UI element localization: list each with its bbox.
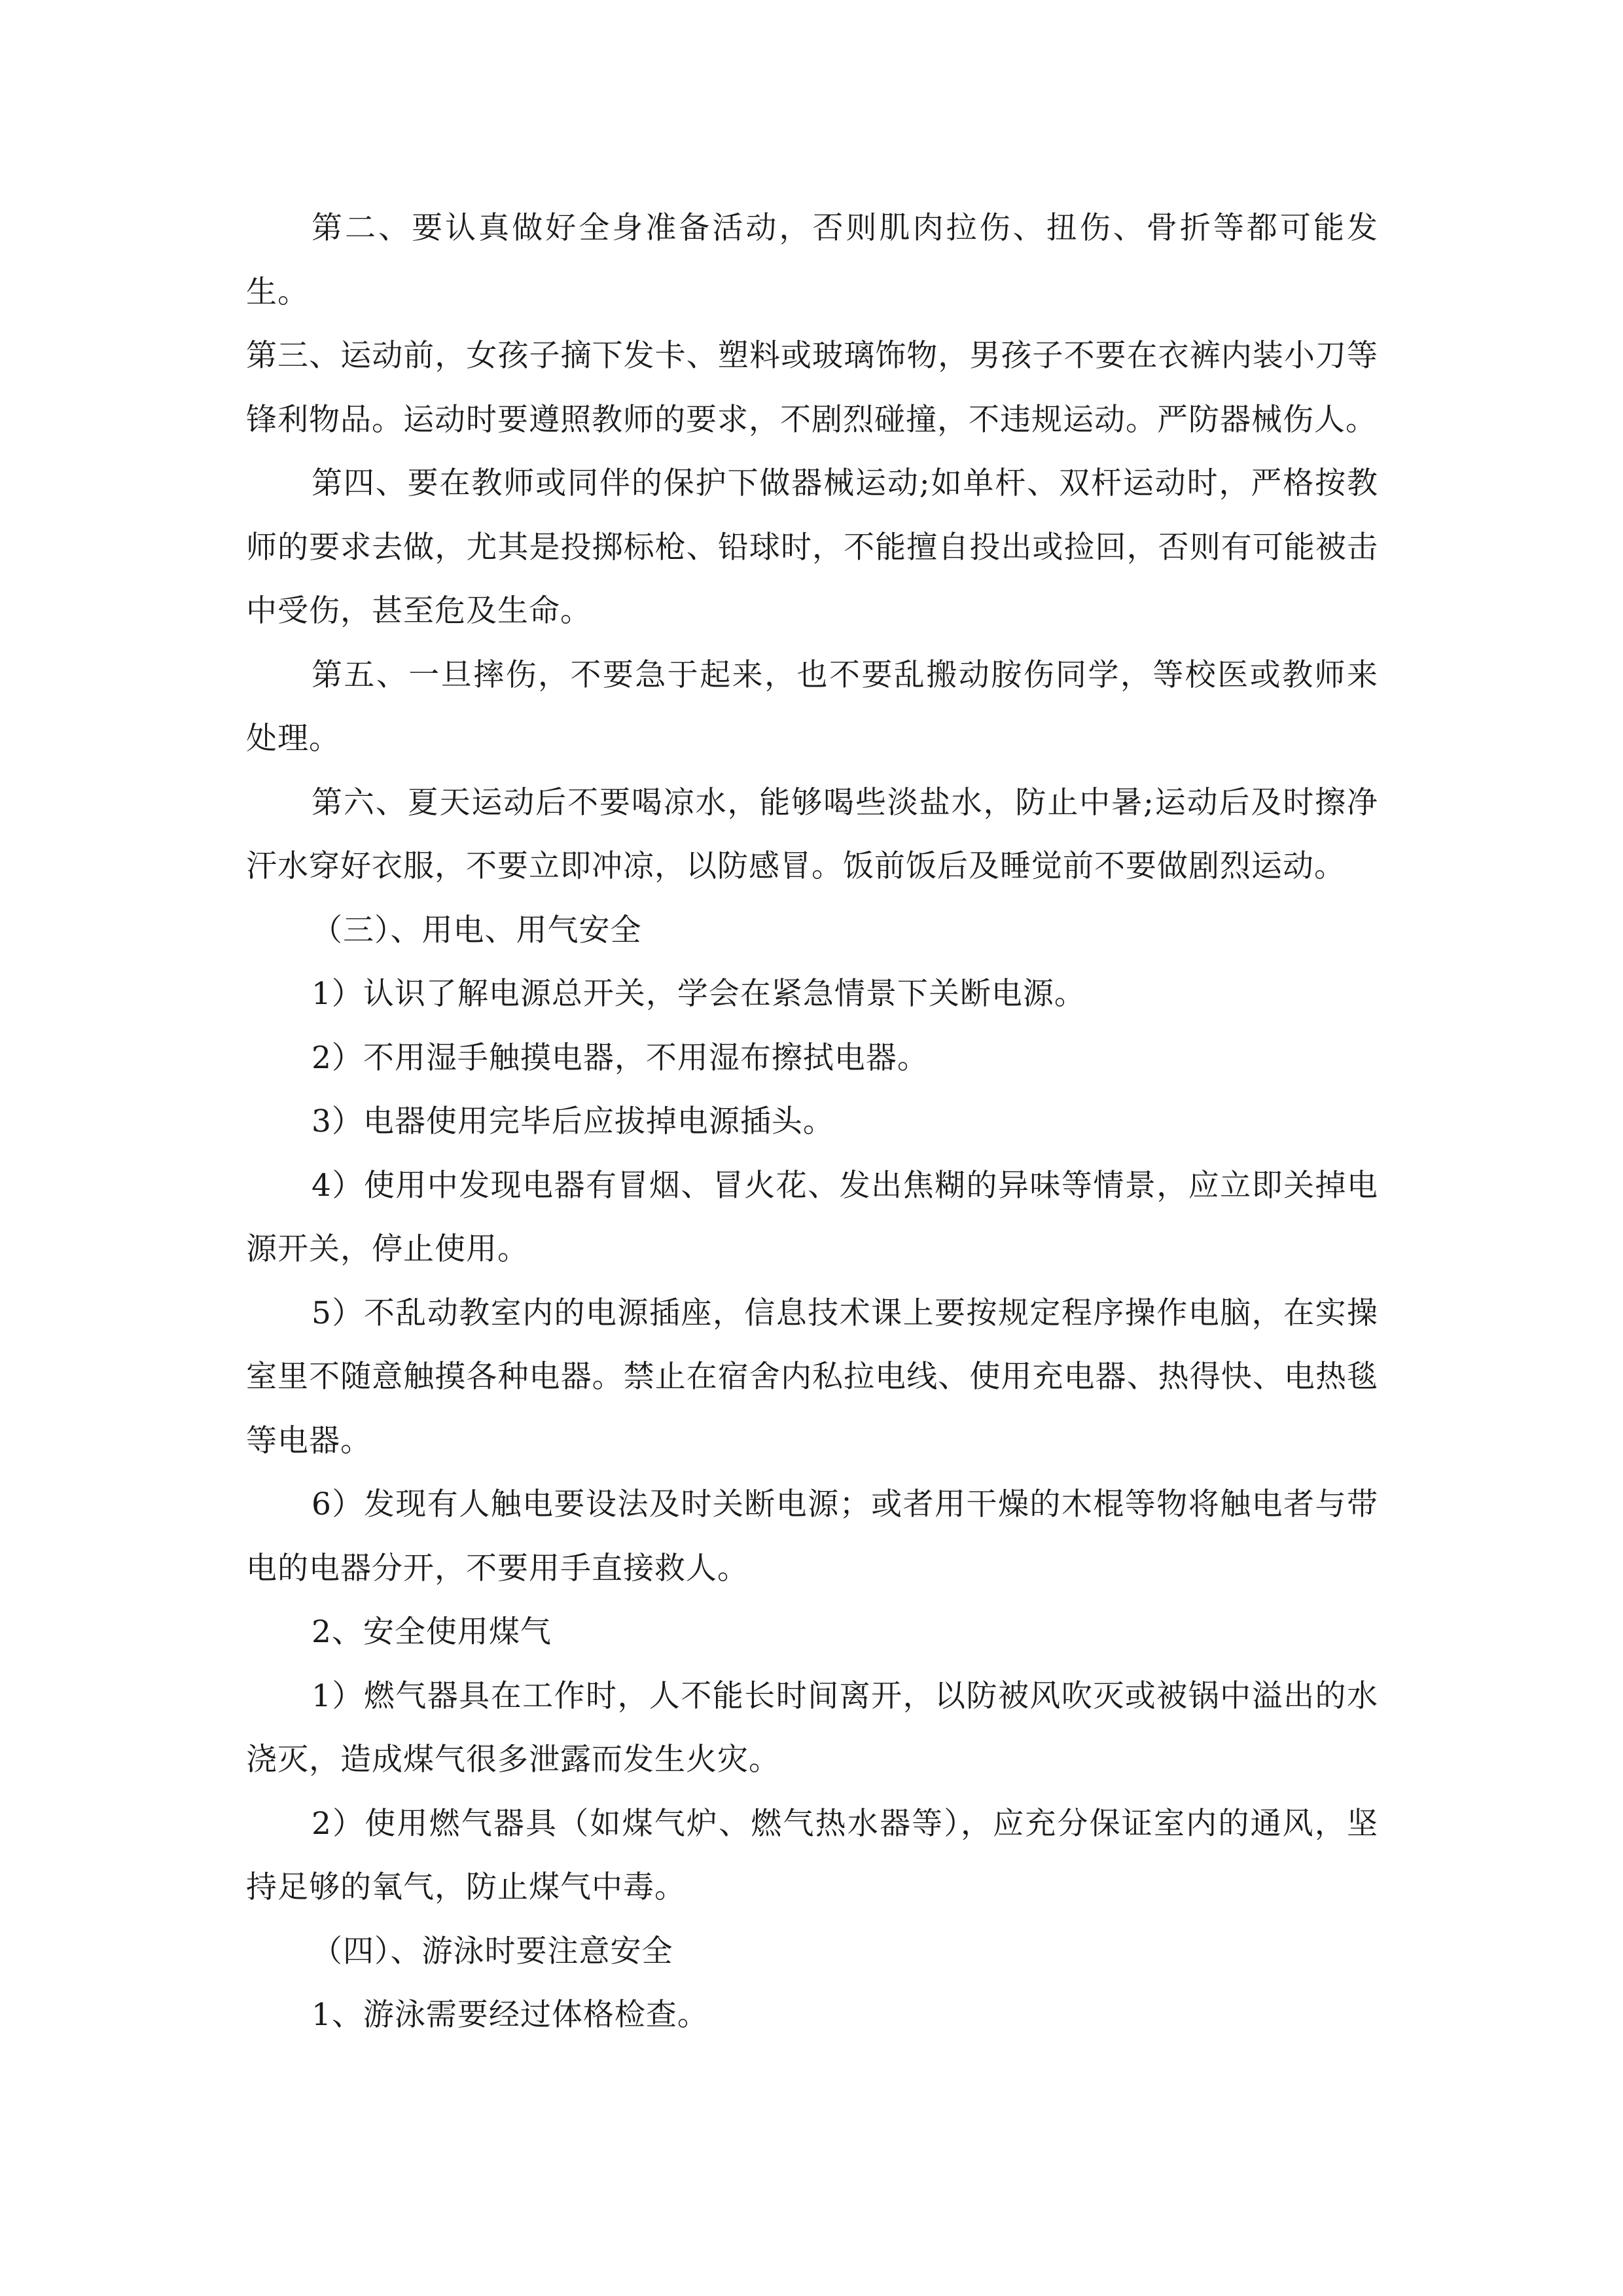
list-item-electric-2: 2）不用湿手触摸电器，不用湿布擦拭电器。 <box>312 1039 929 1076</box>
list-item-swimming-1: 1、游泳需要经过体格检查。 <box>312 1997 709 2033</box>
list-item-gas-1: 1）燃气器具在工作时，人不能长时间离开，以防被风吹灭或被锅中溢出的水浇灭，造成煤气很多泄露而发生火灾。 <box>246 1677 1378 1778</box>
document-body <box>246 196 1378 2047</box>
list-item-electric-6: 6）发现有人触电要设法及时关断电源；或者用干燥的木棍等物将触电者与带电的电器分开，不要用手直接救人。 <box>246 1486 1378 1587</box>
list-item-electric-3: 3）电器使用完毕后应拔掉电源插头。 <box>312 1103 834 1139</box>
section-heading-swimming: （四）、游泳时要注意安全 <box>312 1933 673 1969</box>
paragraph-summer: 第六、夏天运动后不要喝凉水，能够喝些淡盐水，防止中暑;运动后及时擦净汗水穿好衣服，不要立即冲凉，以防感冒。饭前饭后及睡觉前不要做剧烈运动。 <box>246 784 1378 884</box>
subheading-gas-safety: 2、安全使用煤气 <box>312 1614 552 1650</box>
list-item-electric-4: 4）使用中发现电器有冒烟、冒火花、发出焦糊的异味等情景，应立即关掉电源开关，停止使用。 <box>246 1167 1378 1267</box>
list-item-electric-1: 1）认识了解电源总开关，学会在紧急情景下关断电源。 <box>312 976 1086 1012</box>
paragraph-injury: 第五、一旦摔伤，不要急于起来，也不要乱搬动胺伤同学，等校医或教师来处理。 <box>246 656 1378 757</box>
section-heading-electricity-gas: （三）、用电、用气安全 <box>312 912 642 948</box>
list-item-electric-5: 5）不乱动教室内的电源插座，信息技术课上要按规定程序操作电脑，在实操室里不随意触摸各种电器。禁止在宿舍内私拉电线、使用充电器、热得快、电热毯等电器。 <box>246 1295 1378 1459</box>
paragraph-accessories: 第三、运动前，女孩子摘下发卡、塑料或玻璃饰物，男孩子不要在衣裤内装小刀等锋利物品。运动时要遵照教师的要求，不剧烈碰撞，不违规运动。严防器械伤人。 <box>246 338 1378 438</box>
paragraph-warmup: 第二、要认真做好全身准备活动，否则肌肉拉伤、扭伤、骨折等都可能发生。 <box>246 210 1378 310</box>
list-item-gas-2: 2）使用燃气器具（如煤气炉、燃气热水器等），应充分保证室内的通风，坚持足够的氧气，防止煤气中毒。 <box>246 1805 1378 1905</box>
paragraph-apparatus: 第四、要在教师或同伴的保护下做器械运动;如单杆、双杆运动时，严格按教师的要求去做，尤其是投掷标枪、铅球时，不能擅自投出或捡回，否则有可能被击中受伤，甚至危及生命。 <box>246 465 1378 629</box>
